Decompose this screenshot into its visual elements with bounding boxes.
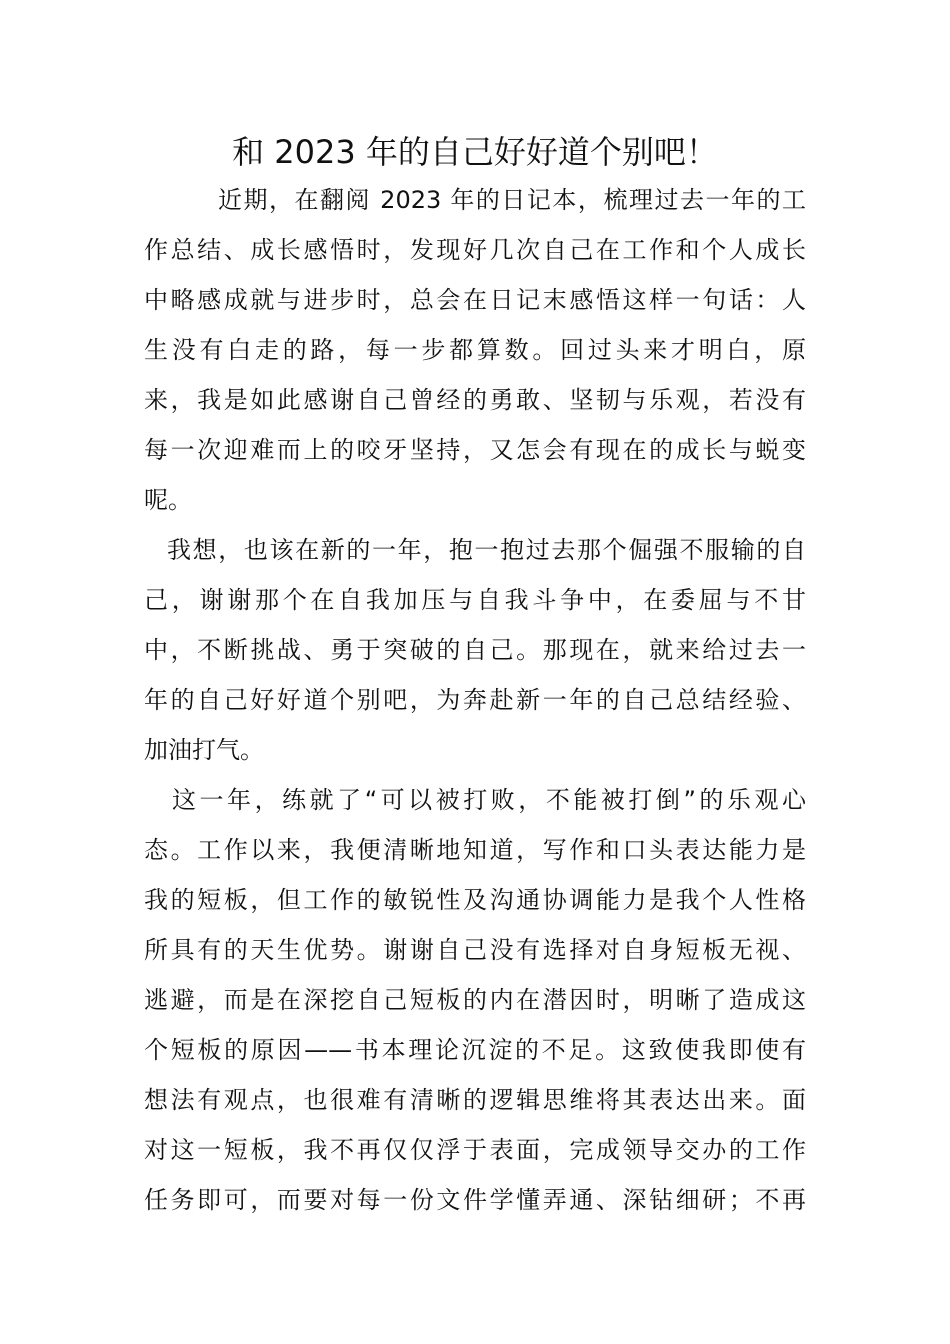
paragraph-2-line-2: 己，谢谢那个在自我加压与自我斗争中，在委屈与不甘 xyxy=(144,586,806,614)
paragraph-3-line-6: 个短板的原因——书本理论沉淀的不足。这致使我即使有 xyxy=(144,1036,806,1064)
paragraph-3-line-1: 这一年，练就了“可以被打败，不能被打倒”的乐观心 xyxy=(172,786,806,814)
paragraph-1-line-2: 作总结、成长感悟时，发现好几次自己在工作和个人成长 xyxy=(144,236,806,264)
paragraph-1-line-6: 每一次迎难而上的咬牙坚持，又怎会有现在的成长与蜕变 xyxy=(144,436,806,464)
paragraph-3-line-3: 我的短板，但工作的敏锐性及沟通协调能力是我个人性格 xyxy=(144,886,806,914)
paragraph-1-line-3: 中略感成就与进步时，总会在日记末感悟这样一句话：人 xyxy=(144,286,806,314)
paragraph-3-line-4: 所具有的天生优势。谢谢自己没有选择对自身短板无视、 xyxy=(144,936,806,964)
paragraph-1-line-5: 来，我是如此感谢自己曾经的勇敢、坚韧与乐观，若没有 xyxy=(144,386,806,414)
paragraph-3-line-8: 对这一短板，我不再仅仅浮于表面，完成领导交办的工作 xyxy=(144,1136,806,1164)
paragraph-2-line-1: 我想，也该在新的一年，抱一抱过去那个倔强不服输的自 xyxy=(167,536,806,564)
paragraph-3-line-9: 任务即可，而要对每一份文件学懂弄通、深钻细研；不再 xyxy=(144,1186,806,1214)
paragraph-2-line-3: 中，不断挑战、勇于突破的自己。那现在，就来给过去一 xyxy=(144,636,806,664)
paragraph-3-line-7: 想法有观点，也很难有清晰的逻辑思维将其表达出来。面 xyxy=(144,1086,806,1114)
paragraph-3-line-2: 态。工作以来，我便清晰地知道，写作和口头表达能力是 xyxy=(144,836,806,864)
paragraph-1-line-1: 近期，在翻阅 2023 年的日记本，梳理过去一年的工 xyxy=(218,186,806,214)
paragraph-2-line-4: 年的自己好好道个别吧，为奔赴新一年的自己总结经验、 xyxy=(144,686,806,714)
paragraph-2-line-5: 加油打气。 xyxy=(144,736,264,764)
paragraph-3-line-5: 逃避，而是在深挖自己短板的内在潜因时，明晰了造成这 xyxy=(144,986,806,1014)
document-title: 和 2023 年的自己好好道个别吧！ xyxy=(232,133,718,171)
paragraph-1-line-7: 呢。 xyxy=(144,486,192,514)
paragraph-1-line-4: 生没有白走的路，每一步都算数。回过头来才明白，原 xyxy=(144,336,806,364)
